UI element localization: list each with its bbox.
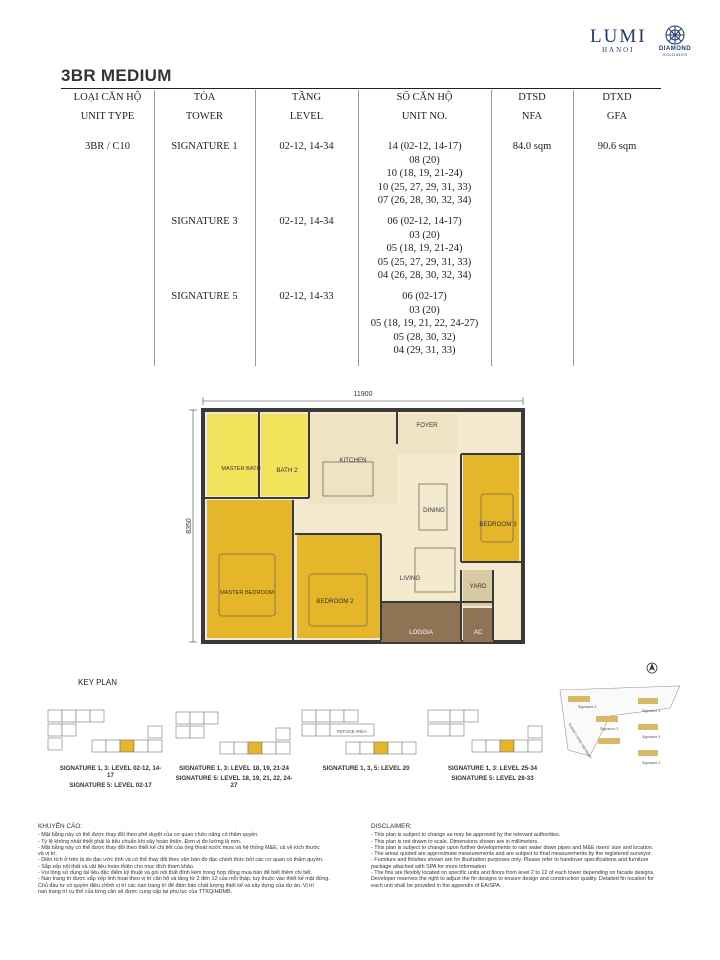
unit-no-cell: [358, 133, 491, 208]
unit-spec-table: [61, 88, 661, 358]
unit-no-line: 10 (18, 19, 21-24): [386, 168, 463, 180]
disclaimer-en: [371, 824, 701, 889]
north-arrow-icon: [644, 660, 664, 676]
unit-no-line: 05 (25, 27, 29, 31, 33): [377, 256, 472, 268]
key-plan-4: [426, 708, 546, 760]
tower-cell: SIGNATURE 1: [171, 141, 238, 152]
key-plan-title: KEY PLAN: [78, 678, 117, 687]
lumi-logo: [590, 26, 647, 54]
site-label: Signature 2: [642, 761, 661, 765]
room-label-living: LIVING: [399, 575, 421, 582]
refuge-area-label: REFUGE AREA: [337, 729, 367, 734]
col-header-level-vi: TẦNG: [291, 92, 322, 103]
col-header-gfa-vi: DTXD: [602, 92, 632, 103]
unit-no-line: 03 (20): [409, 229, 440, 241]
disclaimer-line: - This plan is not drawn to scale. Dimensions shown are in millimeters.: [371, 838, 539, 845]
diamond-wordmark: DIAMOND: [658, 46, 692, 52]
room-label-master-bedroom: MASTER BEDROOM: [220, 590, 274, 596]
disclaimer-line: - This plan is subject to change upon further developments to rain water down pipes and M&E risers' size and location.: [371, 844, 654, 851]
disclaimer-line: - Diện tích ở trên là do đạc ước tính và có thể thay đổi theo văn bản đo đạc chính thức bởi các cơ quan có thẩm quyền.: [38, 857, 324, 864]
unit-no-line: 07 (26, 28, 30, 32, 34): [377, 195, 472, 207]
level-cell: 02-12, 14-34: [279, 141, 334, 152]
floor-plan: [183, 384, 543, 656]
col-header-level-en: LEVEL: [289, 111, 324, 122]
disclaimer-line: - Mặt bằng này có thể được thay đổi theo thiết kế chi tiết của ống thoát nước mưa và hệ thống M&E, cả về kích thước: [38, 844, 320, 851]
col-header-unit-no-en: UNIT NO.: [401, 111, 448, 122]
bedroom3-area: [463, 454, 519, 562]
disclaimer-line: Chủ đầu tư có quyền điều chỉnh vị trí các nan trang trí để đảm bảo chất lượng thiết kế và xây dựng của dự án. Vị trí: [38, 882, 314, 889]
diamond-sub: HOLDINGS: [662, 52, 688, 57]
col-header-unit-type-vi: LOẠI CĂN HỘ: [73, 92, 142, 103]
unit-no-line: 05 (18, 19, 21, 22, 24-27): [370, 318, 479, 330]
unit-no-line: 03 (20): [409, 304, 440, 316]
caption-line: SIGNATURE 1, 3: LEVEL 25-34: [447, 765, 538, 772]
ac-area: [463, 608, 493, 642]
unit-no-line: 05 (28, 30, 32): [393, 331, 456, 343]
tower-block: [568, 696, 590, 702]
unit-no-line: 06 (02-17): [402, 290, 447, 302]
key-plan-caption: [440, 765, 545, 782]
unit-no-line: 04 (26, 28, 30, 32, 34): [377, 270, 472, 282]
caption-line: SIGNATURE 1, 3: LEVEL 02-12, 14-17: [59, 765, 162, 779]
disclaimer-line: - Sắp xếp nội thất và vật liệu hoàn thiện cho mục đích tham khảo.: [38, 863, 195, 870]
unit-no-line: 06 (02-12, 14-17): [387, 215, 462, 227]
room-label-bedroom3: BEDROOM 3: [479, 521, 517, 528]
col-header-tower-en: TOWER: [185, 111, 224, 122]
site-label: Signature 5: [642, 735, 661, 739]
tower-cell: SIGNATURE 3: [171, 215, 238, 227]
room-label-loggia: LOGGIA: [409, 629, 433, 636]
diamond-holdings-logo: [655, 24, 695, 57]
disclaimer-line: - The fins are flexibly located on specific units and floors from level 2 to 12 of each tower depending on facade designs.: [371, 870, 655, 877]
disclaimer-vi-heading: KHUYẾN CÁO:: [38, 823, 83, 830]
level-cell: 02-12, 14-33: [279, 290, 334, 302]
disclaimer-vi: [38, 824, 360, 895]
diamond-emblem-icon: [664, 24, 686, 46]
disclaimer-line: each unit shall be provided in the appendix of EA/SPA.: [371, 882, 502, 889]
master-bath-area: [207, 414, 259, 496]
tower-cell: SIGNATURE 5: [171, 290, 238, 302]
key-plan-caption: [58, 765, 163, 789]
tower-block: [598, 738, 620, 744]
highway-label: THANG LONG HIGHWAY: [567, 722, 593, 760]
site-plan: [550, 684, 690, 784]
caption-line: SIGNATURE 1, 3, 5: LEVEL 20: [322, 765, 410, 772]
caption-line: SIGNATURE 5: LEVEL 18, 19, 21, 22, 24-27: [175, 775, 293, 789]
room-label-kitchen: KITCHEN: [339, 457, 367, 464]
unit-no-line: 14 (02-12, 14-17): [387, 141, 462, 152]
level-cell: 02-12, 14-34: [279, 215, 334, 227]
site-label: Signature 3: [600, 727, 619, 731]
unit-no-cell: [358, 208, 491, 283]
page-title: 3BR MEDIUM: [61, 66, 172, 85]
col-header-tower-vi: TÒA: [193, 92, 216, 103]
disclaimer-line: - Tỷ lệ không nhất thiết phải là tiêu chuẩn khi xây hoàn thiện. Đơn vị đo lường là mm.: [38, 838, 242, 845]
unit-no-line: 08 (20): [409, 154, 440, 166]
tower-block: [638, 698, 658, 704]
disclaimer-line: và vị trí.: [38, 851, 57, 858]
table-row: [61, 208, 661, 283]
bath2-area: [261, 414, 309, 496]
nfa-cell: 84.0 sqm: [512, 141, 552, 152]
disclaimer-en-heading: DISCLAIMER:: [371, 823, 412, 830]
foyer-area: [397, 414, 457, 454]
disclaimer-line: package attached with SPA for more information: [371, 863, 486, 870]
key-plan-2: [172, 708, 292, 760]
lumi-city: HANOI: [602, 46, 635, 54]
loggia-area: [381, 602, 461, 642]
room-label-bedroom2: BEDROOM 2: [316, 598, 354, 605]
room-label-foyer: FOYER: [416, 422, 438, 429]
disclaimer-line: - This plan is subject to change as may be approved by the relevant authorities.: [371, 832, 561, 839]
table-row: [61, 133, 661, 208]
room-label-bath2: BATH 2: [276, 467, 298, 474]
disclaimer-line: - Nan trang trí được sắp xếp linh hoạt theo vị trí căn hộ và tầng từ 2 đến 12 của mỗi tháp, tuỳ thuộc vào thiết kế mặt đứng.: [38, 876, 330, 883]
key-plan-1: [46, 708, 166, 760]
lumi-wordmark: LUMI: [590, 26, 647, 47]
key-plan-caption: [316, 765, 416, 772]
room-label-ac: AC: [473, 629, 483, 636]
col-header-gfa-en: GFA: [606, 111, 628, 122]
col-header-nfa-vi: DTSD: [518, 92, 546, 103]
tower-block: [638, 724, 658, 730]
table-header-row-en: [61, 107, 661, 126]
gfa-cell: 90.6 sqm: [597, 141, 637, 152]
tower-block: [638, 750, 658, 756]
site-label: Signature 4: [578, 705, 597, 709]
unit-no-line: 10 (25, 27, 29, 31, 33): [377, 181, 472, 193]
disclaimer-line: - The areas quoted are approximate measurements and are subject to final measurements by the registered surveyor.: [371, 851, 652, 858]
disclaimer-line: nan trang trí cụ thể của từng căn sẽ được cung cấp tại phụ lục của TTKQ/HĐMB.: [38, 888, 233, 895]
disclaimer-line: Developer reserves the right to adjust the fin designs to ensure design and construction quality. Detailed fin location for: [371, 876, 654, 883]
bedroom2-area: [297, 534, 381, 638]
caption-line: SIGNATURE 5: LEVEL 28-33: [451, 775, 534, 782]
table-header-row-vi: [61, 88, 661, 107]
site-label: Signature 1: [642, 709, 661, 713]
disclaimer-line: - Mặt bằng này có thể được thay đổi theo phê duyệt của cơ quan chức năng có thẩm quyền.: [38, 832, 259, 839]
caption-line: SIGNATURE 5: LEVEL 02-17: [69, 782, 152, 789]
width-dim-label: 11900: [353, 391, 373, 398]
col-header-nfa-en: NFA: [521, 111, 543, 122]
tower-block: [596, 716, 618, 722]
col-header-unit-type-en: UNIT TYPE: [80, 111, 135, 122]
col-header-unit-no-vi: SỐ CĂN HỘ: [396, 92, 453, 103]
caption-line: SIGNATURE 1, 3: LEVEL 18, 19, 21-24: [179, 765, 289, 772]
room-label-master-bath: MASTER BATH: [221, 466, 261, 472]
disclaimer-line: - Vui lòng sử dụng tài liệu đặc điểm kỹ thuật và gói nội thất đính kèm trong hợp đồng mua bán để biết thêm chi tiết.: [38, 870, 312, 877]
disclaimer-line: - Furniture and finishes shown are for illustration purposes only. Please refer to handover specifications and furniture: [371, 857, 649, 864]
key-plan-3: [300, 708, 420, 760]
unit-no-line: 05 (18, 19, 21-24): [386, 243, 463, 255]
unit-type-cell: 3BR / C10: [85, 141, 130, 152]
unit-no-cell: [358, 283, 491, 358]
key-plan-caption: [174, 765, 294, 789]
table-row: [61, 283, 661, 358]
master-bedroom-area: [207, 500, 293, 638]
width-dimension: [203, 397, 523, 405]
room-label-yard: YARD: [469, 583, 487, 590]
room-label-dining: DINING: [423, 507, 445, 514]
unit-no-line: 04 (29, 31, 33): [393, 345, 456, 357]
height-dim-label: 8350: [186, 518, 193, 534]
